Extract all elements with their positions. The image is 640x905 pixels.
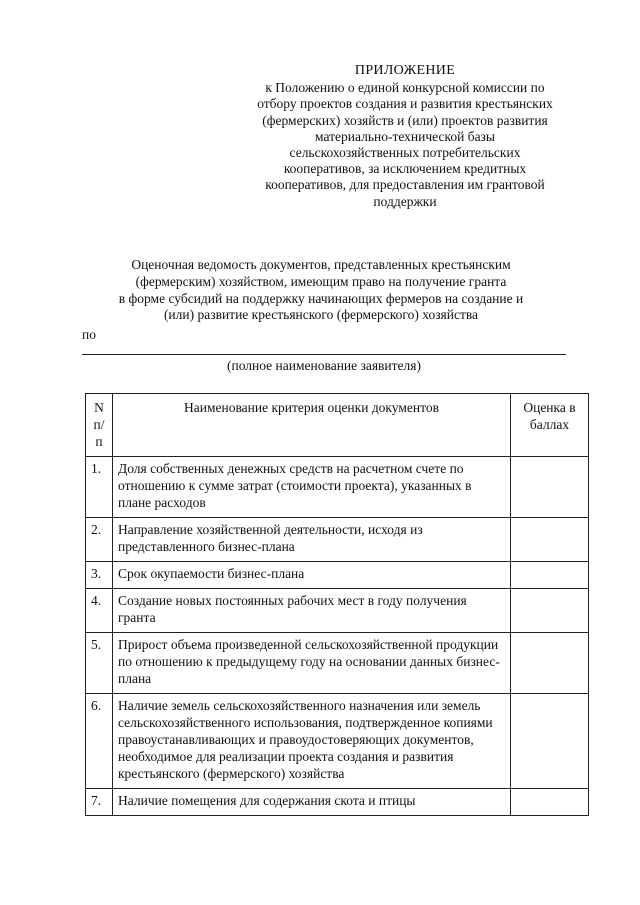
row-criterion: Срок окупаемости бизнес-плана (113, 562, 511, 589)
document-heading (82, 257, 560, 324)
appendix-line: поддержки (373, 193, 437, 209)
table-row (86, 589, 589, 633)
row-num: 7. (86, 789, 113, 816)
applicant-caption: (полное наименование заявителя) (227, 358, 421, 373)
table-header-row (86, 394, 589, 457)
header-criterion: Наименование критерия оценки документов (113, 394, 511, 457)
appendix-line: кооперативов, для предоставления им грантовой (265, 177, 545, 193)
row-criterion: Наличие помещения для содержания скота и птицы (113, 789, 511, 816)
po-label: по (82, 327, 96, 342)
heading-line: (или) развитие крестьянского (фермерского) хозяйства (163, 307, 479, 323)
table-row (86, 562, 589, 589)
row-num: 3. (86, 562, 113, 589)
row-criterion: Наличие земель сельскохозяйственного назначения или земель сельскохозяйственного использования, подтвержденное копиями правоустанавливающих и правоудостоверяющих документов, необходимое для реализации проекта создания и развития крестьянского (фермерского) хозяйства (113, 694, 511, 789)
appendix-title: ПРИЛОЖЕНИЕ (354, 63, 456, 78)
table-row (86, 694, 589, 789)
row-score (511, 694, 589, 789)
heading-line: Оценочная ведомость документов, представленных крестьянским (131, 257, 511, 272)
row-num: 5. (86, 633, 113, 694)
appendix-line: к Положению о единой конкурсной комиссии по (265, 80, 545, 96)
row-criterion: Доля собственных денежных средств на расчетном счете по отношению к сумме затрат (стоимости проекта), указанных в плане расходов (113, 457, 511, 518)
row-score (511, 562, 589, 589)
header-score: Оценка в баллах (511, 394, 589, 457)
row-score (511, 633, 589, 694)
row-criterion: Прирост объема произведенной сельскохозяйственной продукции по отношению к предыдущему году на основании данных бизнес-плана (113, 633, 511, 694)
table-row (86, 789, 589, 816)
row-score (511, 789, 589, 816)
row-criterion: Создание новых постоянных рабочих мест в году получения гранта (113, 589, 511, 633)
applicant-name-line (82, 354, 566, 355)
row-criterion: Направление хозяйственной деятельности, исходя из представленного бизнес-плана (113, 518, 511, 562)
table-row (86, 633, 589, 694)
evaluation-table (85, 393, 589, 816)
appendix-line: отбору проектов создания и развития крестьянских (257, 96, 553, 112)
table-row (86, 518, 589, 562)
appendix-line: материально-технической базы (315, 128, 495, 144)
row-score (511, 518, 589, 562)
appendix-block (232, 63, 578, 210)
row-num: 6. (86, 694, 113, 789)
table-row (86, 457, 589, 518)
row-num: 2. (86, 518, 113, 562)
row-num: 4. (86, 589, 113, 633)
row-score (511, 589, 589, 633)
row-score (511, 457, 589, 518)
header-num: N п/п (86, 394, 113, 457)
appendix-line: (фермерских) хозяйств и (или) проектов развития (262, 112, 548, 128)
heading-line: в форме субсидий на поддержку начинающих фермеров на создание и (118, 290, 524, 306)
heading-line: (фермерским) хозяйством, имеющим право на получение гранта (135, 273, 507, 289)
appendix-line: сельскохозяйственных потребительских (289, 145, 521, 161)
appendix-line: кооперативов, за исключением кредитных (283, 161, 527, 177)
row-num: 1. (86, 457, 113, 518)
